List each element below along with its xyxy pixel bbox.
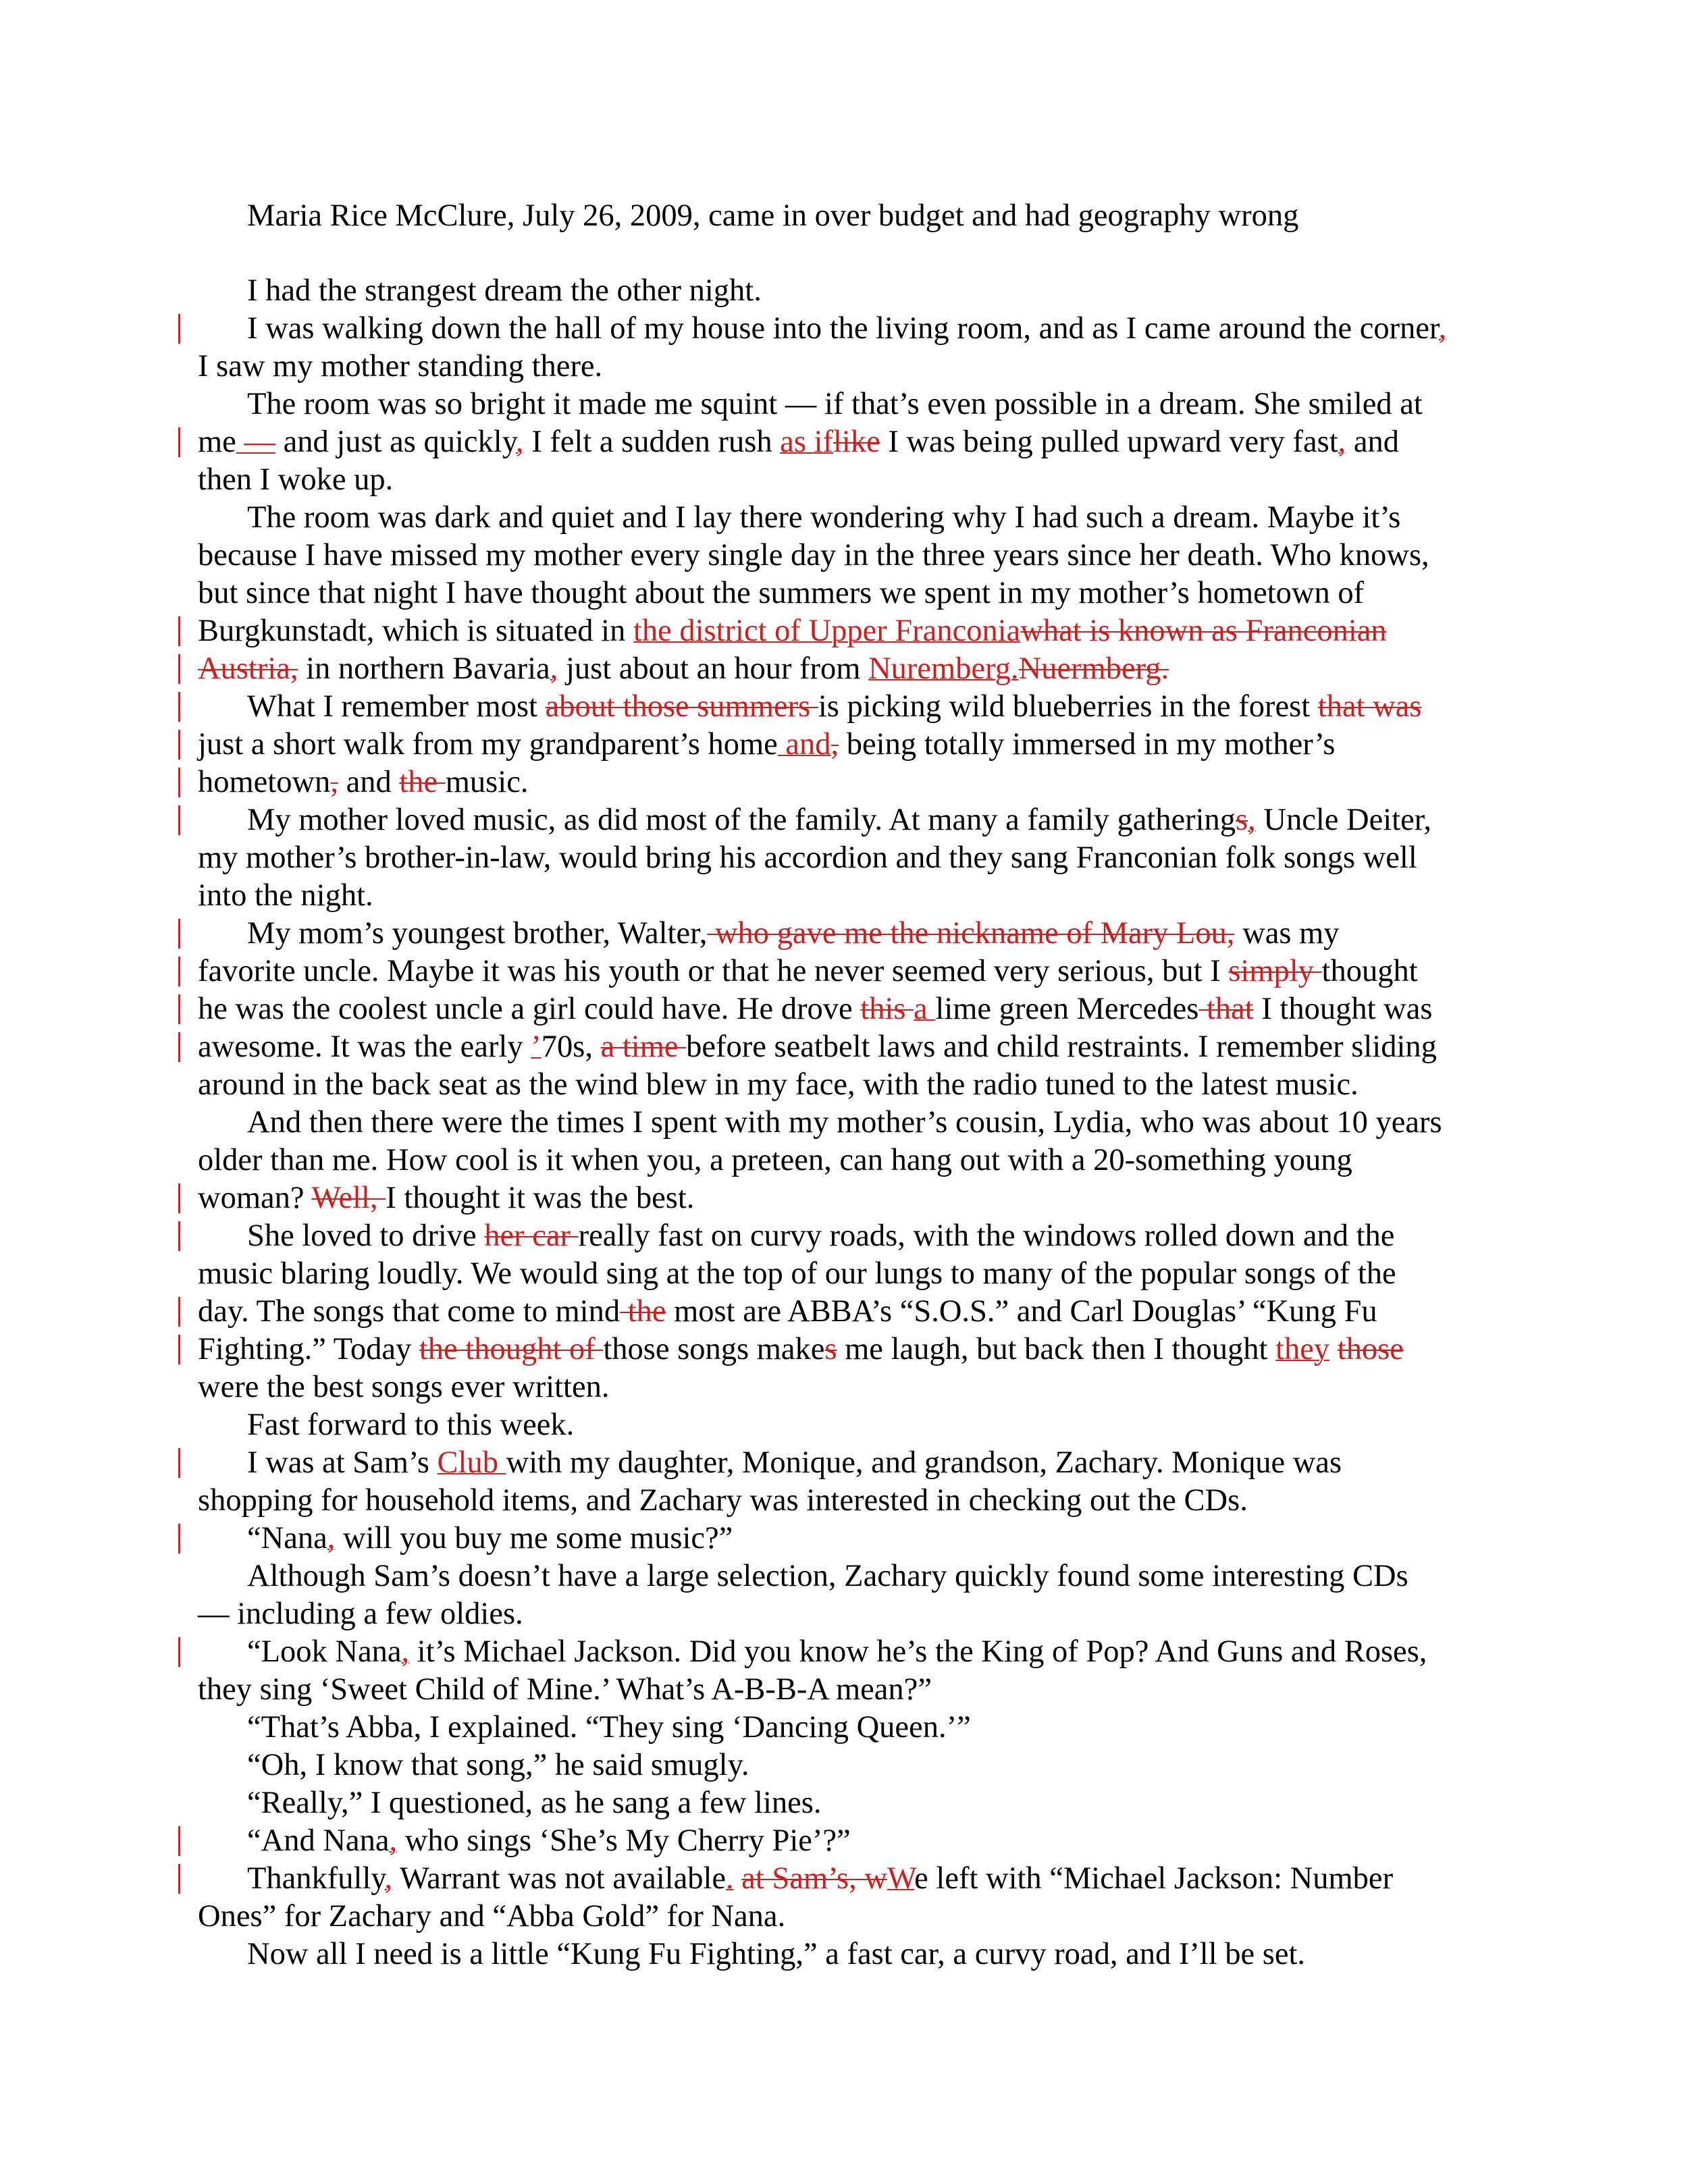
text-line — [247, 385, 1423, 423]
deleted-text: like — [833, 425, 880, 459]
deleted-text: Nuermberg. — [1018, 651, 1169, 686]
change-bar — [178, 919, 180, 949]
body-text: What I remember most — [247, 689, 546, 724]
change-bar — [178, 1448, 180, 1478]
text-line — [198, 1142, 1352, 1179]
body-text: I was walking down the hall of my house into the living room, and as I came around the corner — [247, 311, 1439, 346]
body-text: I had the strangest dream the other night. — [247, 273, 762, 308]
body-text: and just as quickly — [275, 425, 516, 459]
body-text: “And Nana — [247, 1823, 390, 1858]
deleted-text: Well, — [311, 1181, 386, 1215]
text-line — [247, 1520, 733, 1557]
body-text: The room was so bright it made me squint — if that’s even possible in a dream. She smiled at — [247, 387, 1423, 421]
text-line — [198, 423, 1399, 461]
body-text: into the night. — [198, 878, 373, 913]
body-text: shopping for household items, and Zachary was interested in checking out the CDs. — [198, 1483, 1248, 1518]
body-text: really fast on curvy roads, with the windows rolled down and the — [578, 1219, 1395, 1253]
deleted-text: , — [330, 765, 338, 799]
text-line — [247, 1784, 822, 1822]
body-text: around in the back seat as the wind blew in my face, with the radio tuned to the latest music. — [198, 1067, 1359, 1102]
text-line — [247, 1747, 749, 1784]
body-text: I thought it was the best. — [386, 1181, 695, 1215]
body-text: 70s, — [541, 1030, 601, 1064]
text-line — [198, 1482, 1248, 1520]
body-text: music. — [445, 765, 529, 799]
body-text: he was the coolest uncle a girl could have. He drove — [198, 992, 861, 1026]
text-line — [247, 1557, 1408, 1595]
change-bar — [178, 1221, 180, 1251]
body-text: in northern Bavaria — [298, 651, 550, 686]
text-line — [247, 499, 1400, 537]
inserted-text: , — [550, 651, 558, 686]
text-line — [247, 1444, 1342, 1482]
body-text: I thought was — [1253, 992, 1433, 1026]
inserted-text: — — [236, 425, 275, 459]
body-text: before seatbelt laws and child restraints. I remember sliding — [686, 1030, 1437, 1064]
deleted-text: who gave me the nickname of Mary Lou, — [707, 916, 1235, 951]
change-bar — [178, 730, 180, 760]
inserted-text: ’ — [531, 1030, 542, 1064]
body-text: The room was dark and quiet and I lay there wondering why I had such a dream. Maybe it’s — [247, 500, 1401, 535]
inserted-text: , — [1438, 311, 1447, 346]
deleted-text: Austria, — [198, 651, 298, 686]
text-line — [198, 1293, 1377, 1331]
deleted-text: about those summers — [545, 689, 818, 724]
text-line — [198, 537, 1429, 575]
deleted-text: at Sam’s, w — [741, 1861, 887, 1896]
body-text: most are ABBA’s “S.O.S.” and Carl Douglas’ “Kung Fu — [666, 1294, 1377, 1329]
body-text: My mom’s youngest brother, Walter, — [247, 916, 708, 951]
text-line — [198, 461, 393, 499]
body-text: then I woke up. — [198, 462, 394, 497]
body-text: Ones” for Zachary and “Abba Gold” for Nana. — [198, 1899, 786, 1934]
body-text: “Nana — [247, 1521, 327, 1555]
deleted-text: what is known as Franconian — [1020, 614, 1387, 648]
body-text: me — [198, 425, 236, 459]
body-text: but since that night I have thought about the summers we spent in my mother’s hometown of — [198, 576, 1365, 610]
body-text: She loved to drive — [247, 1219, 485, 1253]
body-text — [734, 1861, 742, 1896]
text-line — [198, 575, 1364, 612]
deleted-text: simply — [1228, 954, 1322, 988]
change-bar — [178, 1297, 180, 1327]
inserted-text: , — [1248, 803, 1256, 837]
inserted-text: a — [914, 992, 936, 1026]
change-bar — [178, 805, 180, 835]
text-line — [198, 1368, 609, 1406]
body-text: I was at Sam’s — [247, 1445, 438, 1480]
text-line — [198, 348, 602, 385]
deleted-text: the thought of — [419, 1332, 604, 1366]
body-text: I was being pulled upward very fast — [880, 425, 1338, 459]
text-line — [198, 1898, 785, 1936]
body-text: Fighting.” Today — [198, 1332, 419, 1366]
inserted-text: they — [1275, 1332, 1330, 1366]
text-line — [198, 726, 1335, 764]
text-line — [198, 1179, 694, 1217]
body-text: I saw my mother standing there. — [198, 349, 603, 383]
inserted-text: Nuremberg. — [868, 651, 1019, 686]
deleted-text: that — [1198, 992, 1254, 1026]
inserted-text: W — [887, 1861, 915, 1896]
body-text: lime green Mercedes — [935, 992, 1199, 1026]
inserted-text: , — [515, 425, 524, 459]
inserted-text: , — [327, 1521, 336, 1555]
body-text: because I have missed my mother every single day in the three years since her death. Who knows, — [198, 538, 1429, 572]
text-line — [247, 1104, 1442, 1142]
deleted-text: , — [830, 727, 839, 762]
text-line — [247, 688, 1421, 726]
text-line — [198, 650, 1169, 688]
deleted-text: those — [1337, 1332, 1404, 1366]
body-text: my mother’s brother-in-law, would bring his accordion and they sang Franconian folk songs well — [198, 841, 1417, 875]
body-text: e left with “Michael Jackson: Number — [914, 1861, 1394, 1896]
body-text: “Oh, I know that song,” he said smugly. — [247, 1748, 749, 1782]
body-text: Fast forward to this week. — [247, 1408, 575, 1442]
body-text: “Look Nana — [247, 1634, 402, 1669]
text-line — [198, 1595, 523, 1633]
body-text: and — [1346, 425, 1400, 459]
change-bar — [178, 994, 180, 1024]
body-text: were the best songs ever written. — [198, 1370, 610, 1404]
body-text: and — [338, 765, 400, 799]
change-bar — [178, 427, 180, 457]
text-line — [198, 953, 1418, 990]
body-text: Now all I need is a little “Kung Fu Fighting,” a fast car, a curvy road, and I’ll be set. — [247, 1937, 1306, 1971]
text-line — [247, 1217, 1394, 1255]
text-line — [198, 1671, 932, 1709]
body-text: with my daughter, Monique, and grandson, Zachary. Monique was — [506, 1445, 1342, 1480]
change-bar — [178, 1183, 180, 1213]
body-text: it’s Michael Jackson. Did you know he’s the King of Pop? And Guns and Roses, — [409, 1634, 1427, 1669]
deleted-text: her car — [484, 1219, 579, 1253]
body-text: Thankfully — [247, 1861, 385, 1896]
text-line — [247, 272, 762, 310]
body-text: being totally immersed in my mother’s — [839, 727, 1336, 762]
inserted-text: , — [401, 1634, 410, 1669]
change-bar — [178, 768, 180, 797]
text-line — [247, 915, 1340, 953]
body-text: those songs make — [603, 1332, 825, 1366]
body-text: Although Sam’s doesn’t have a large selection, Zachary quickly found some interesting CDs — [247, 1559, 1408, 1593]
inserted-text: , — [1338, 425, 1346, 459]
change-bar — [178, 1864, 180, 1894]
text-line — [247, 310, 1446, 348]
body-text: is picking wild blueberries in the forest — [818, 689, 1318, 724]
body-text: older than me. How cool is it when you, a preteen, can hang out with a 20-something young — [198, 1143, 1352, 1177]
text-line — [198, 877, 373, 915]
body-text: — including a few oldies. — [198, 1597, 523, 1631]
inserted-text: Club — [437, 1445, 506, 1480]
body-text: “Really,” I questioned, as he sang a few lines. — [247, 1786, 822, 1820]
body-text: me laugh, but back then I thought — [837, 1332, 1276, 1366]
change-bar — [178, 616, 180, 646]
deleted-text: s — [824, 1332, 837, 1366]
deleted-text: that was — [1317, 689, 1422, 724]
inserted-text: as if — [780, 425, 833, 459]
text-line — [247, 1822, 851, 1860]
text-line — [198, 1255, 1396, 1293]
inserted-text: and — [777, 727, 831, 762]
body-text: day. The songs that come to mind — [198, 1294, 621, 1329]
body-text: And then there were the times I spent with my mother’s cousin, Lydia, who was about 10 years — [247, 1105, 1442, 1140]
body-text: just about an hour from — [558, 651, 869, 686]
body-text: who sings ‘She’s My Cherry Pie’?” — [397, 1823, 851, 1858]
change-bar — [178, 1637, 180, 1667]
body-text: Warrant was not available — [392, 1861, 727, 1896]
text-line — [247, 1633, 1427, 1671]
body-text: Burgkunstadt, which is situated in — [198, 614, 633, 648]
body-text: they sing ‘Sweet Child of Mine.’ What’s A-B-B-A mean?” — [198, 1672, 932, 1707]
body-text: just a short walk from my grandparent’s home — [198, 727, 778, 762]
body-text: favorite uncle. Maybe it was his youth or that he never seemed very serious, but I — [198, 954, 1229, 988]
deleted-text: a time — [600, 1030, 687, 1064]
change-bar — [178, 1826, 180, 1856]
body-text: woman? — [198, 1181, 312, 1215]
text-line — [198, 990, 1432, 1028]
text-line — [247, 1406, 574, 1444]
body-text: My mother loved music, as did most of the family. At many a family gathering — [247, 803, 1236, 837]
text-line — [247, 1936, 1305, 1973]
inserted-text: , — [389, 1823, 398, 1858]
change-bar — [178, 692, 180, 722]
body-text: hometown — [198, 765, 331, 799]
deleted-text: s — [1236, 803, 1248, 837]
deleted-text: the — [620, 1294, 666, 1329]
change-bar — [178, 1335, 180, 1364]
body-text — [1329, 1332, 1338, 1366]
body-text: music blaring loudly. We would sing at the top of our lungs to many of the popular songs of the — [198, 1256, 1396, 1291]
text-line — [247, 1860, 1393, 1898]
body-text: I felt a sudden rush — [523, 425, 781, 459]
deleted-text: this — [860, 992, 914, 1026]
inserted-text: the district of Upper Franconia — [633, 614, 1021, 648]
change-bar — [178, 1032, 180, 1062]
body-text: was my — [1234, 916, 1340, 951]
text-line — [198, 839, 1417, 877]
inserted-text: . — [726, 1861, 734, 1896]
deleted-text: the — [399, 765, 446, 799]
text-line — [247, 801, 1431, 839]
inserted-text: , — [384, 1861, 393, 1896]
text-line — [247, 1709, 971, 1747]
body-text: awesome. It was the early — [198, 1030, 531, 1064]
body-text: thought — [1321, 954, 1418, 988]
change-bar — [178, 314, 180, 344]
text-line — [198, 1066, 1359, 1104]
body-text: Uncle Deiter, — [1255, 803, 1432, 837]
text-line — [198, 612, 1387, 650]
change-bar — [178, 654, 180, 684]
change-bar — [178, 1524, 180, 1553]
change-bar — [178, 957, 180, 986]
document-header: Maria Rice McClure, July 26, 2009, came in over budget and had geography wrong — [247, 198, 1299, 233]
text-line — [198, 1028, 1437, 1066]
body-text: “That’s Abba, I explained. “They sing ‘Dancing Queen.’” — [247, 1710, 971, 1744]
body-text: will you buy me some music?” — [335, 1521, 733, 1555]
text-line — [198, 1331, 1404, 1368]
text-line — [198, 764, 528, 801]
